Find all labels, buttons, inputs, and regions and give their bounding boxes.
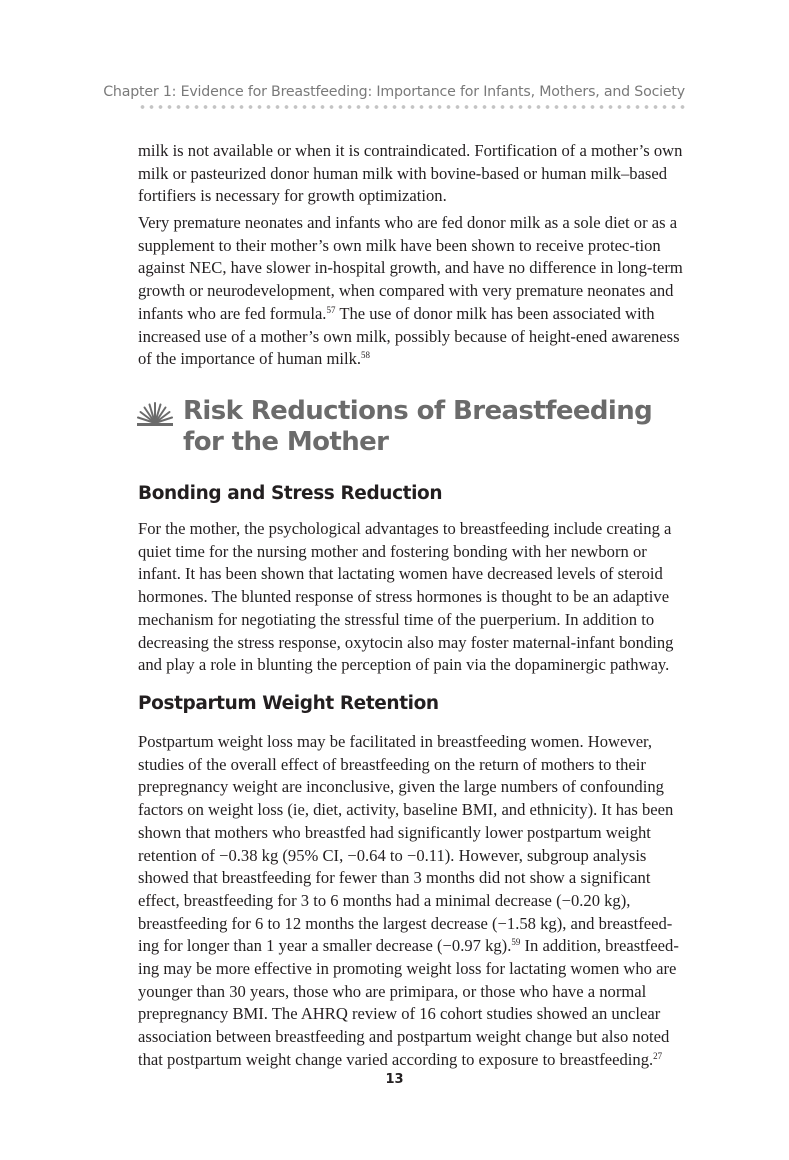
- heading-bonding-stress-reduction: Bonding and Stress Reduction: [138, 483, 443, 504]
- reference-57: 57: [326, 304, 336, 315]
- dotted-rule: [138, 104, 686, 110]
- section-title: [183, 396, 652, 458]
- intro-paragraph-2-text-b: The use of donor milk has been associated with increased use of a mother’s own milk, possibly because of height-ened awareness of the importance of human milk.: [138, 303, 680, 369]
- sunburst-icon: [137, 401, 173, 427]
- weight-paragraph: [138, 731, 686, 1072]
- section-title-line-1: Risk Reductions of Breastfeeding: [183, 396, 653, 426]
- reference-58: 58: [361, 350, 371, 361]
- intro-paragraph-2-text-a: Very premature neonates and infants who are fed donor milk as a sole diet or as a supplement to their mother’s own milk have been shown to receive protec-tion against NEC, have slower in-hospital growth, and have no difference in long-term growth or neurodevelopment, when compared with very premature neonates and infants who are fed formula.: [138, 213, 683, 323]
- reference-59: 59: [511, 937, 521, 948]
- weight-paragraph-text-b: In addition, breastfeed-ing may be more effective in promoting weight loss for lactating women who are younger than 30 years, those who are primipara, or those who have a normal prepregnancy BMI. The AHRQ review of 16 cohort studies showed an unclear association between breastfeeding and postpartum weight change but also noted that postpartum weight change varied according to exposure to breastfeeding.: [138, 936, 679, 1069]
- intro-paragraph-2: [138, 212, 686, 371]
- section-title-line-2: for the Mother: [183, 427, 389, 457]
- intro-paragraph-1: milk is not available or when it is contraindicated. Fortification of a mother’s own milk or pasteurized donor human milk with bovine-based or human milk–based fortifiers is necessary for growth optimization.: [138, 141, 683, 206]
- page-number: 13: [385, 1072, 404, 1087]
- heading-postpartum-weight-retention: Postpartum Weight Retention: [138, 693, 439, 714]
- running-head: Chapter 1: Evidence for Breastfeeding: Importance for Infants, Mothers, and Society: [103, 84, 685, 100]
- weight-paragraph-text-a: Postpartum weight loss may be facilitated in breastfeeding women. However, studies of the overall effect of breastfeeding on the return of mothers to their prepregnancy weight are inconclusive, given the large numbers of confounding factors on weight loss (ie, diet, activity, baseline BMI, and ethnicity). It has been shown that mothers who breastfed had significantly lower postpartum weight retention of −0.38 kg (95% CI, −0.64 to −0.11). However, subgroup analysis showed that breastfeeding for fewer than 3 months did not show a significant effect, breastfeeding for 3 to 6 months had a minimal decrease (−0.20 kg), breastfeeding for 6 to 12 months the largest decrease (−1.58 kg), and breastfeed-ing for longer than 1 year a smaller decrease (−0.97 kg).: [138, 732, 674, 956]
- reference-27: 27: [653, 1050, 663, 1061]
- bonding-paragraph: For the mother, the psychological advantages to breastfeeding include creating a quiet time for the nursing mother and fostering bonding with her newborn or infant. It has been shown that lactating women have decreased levels of steroid hormones. The blunted response of stress hormones is thought to be an adaptive mechanism for negotiating the stressful time of the puerperium. In addition to decreasing the stress response, oxytocin also may foster maternal-infant bonding and play a role in blunting the perception of pain via the dopaminergic pathway.: [138, 519, 674, 675]
